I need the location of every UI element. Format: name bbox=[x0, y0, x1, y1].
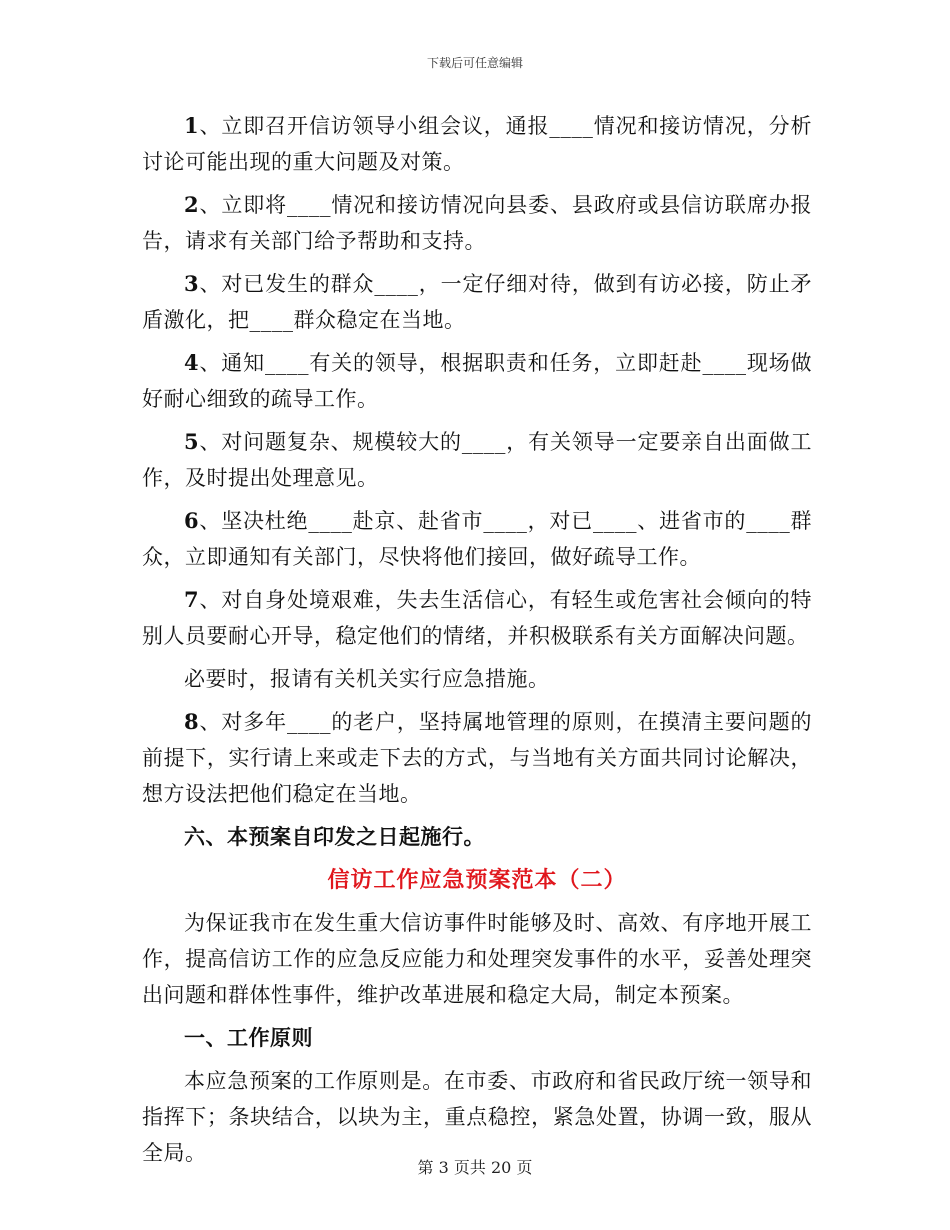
section-six: 六、本预案自印发之日起施行。 bbox=[184, 824, 485, 849]
section-heading-principles: 一、工作原则 bbox=[184, 1025, 313, 1050]
emergency-note: 必要时，报请有关机关实行应急措施。 bbox=[184, 667, 550, 691]
list-item-7 bbox=[142, 582, 812, 654]
list-item-6 bbox=[142, 503, 812, 575]
item-text: 、对已发生的群众____，一定仔细对待，做到有访必接，防止矛盾激化，把____群众稳定在当地。 bbox=[142, 272, 812, 332]
list-item-3 bbox=[142, 266, 812, 338]
item-text: 、立即将____情况和接访情况向县委、县政府或县信访联席办报告，请求有关部门给予帮助和支持。 bbox=[142, 193, 812, 253]
item-text: 、对自身处境艰难，失去生活信心，有轻生或危害社会倾向的特别人员要耐心开导，稳定他们的情绪，并积极联系有关方面解决问题。 bbox=[142, 588, 812, 648]
header-note: 下载后可任意编辑 bbox=[426, 56, 523, 70]
document-body bbox=[142, 108, 812, 1178]
list-item-8 bbox=[142, 704, 812, 812]
intro-paragraph: 为保证我市在发生重大信访事件时能够及时、高效、有序地开展工作，提高信访工作的应急反应能力和处理突发事件的水平，妥善处理突出问题和群体性事件，维护改革进展和稳定大局，制定本预案。 bbox=[142, 911, 812, 1007]
item-number: 4 bbox=[184, 350, 200, 375]
item-number: 6 bbox=[184, 508, 200, 533]
list-item-4 bbox=[142, 345, 812, 417]
item-number: 3 bbox=[184, 271, 200, 296]
principle-paragraph: 本应急预案的工作原则是。在市委、市政府和省民政厅统一领导和指挥下；条块结合，以块为主，重点稳控，紧急处置，协调一致，服从全局。 bbox=[142, 1069, 812, 1165]
item-text: 、立即召开信访领导小组会议，通报____情况和接访情况，分析讨论可能出现的重大问题及对策。 bbox=[142, 114, 812, 174]
item-number: 5 bbox=[184, 429, 200, 454]
list-item-5 bbox=[142, 424, 812, 496]
item-number: 7 bbox=[184, 587, 200, 612]
item-text: 、坚决杜绝____赴京、赴省市____，对已____、进省市的____群众，立即通知有关部门，尽快将他们接回，做好疏导工作。 bbox=[142, 509, 812, 569]
item-text: 、对多年____的老户，坚持属地管理的原则，在摸清主要问题的前提下，实行请上来或走下去的方式，与当地有关方面共同讨论解决，想方设法把他们稳定在当地。 bbox=[142, 710, 812, 806]
item-number: 2 bbox=[184, 192, 200, 217]
list-item-1 bbox=[142, 108, 812, 180]
item-number: 1 bbox=[184, 113, 200, 138]
page-number: 第 3 页共 20 页 bbox=[417, 1158, 533, 1177]
list-item-2 bbox=[142, 187, 812, 259]
item-number: 8 bbox=[184, 709, 200, 734]
document-title: 信访工作应急预案范本（二） bbox=[327, 867, 627, 893]
item-text: 、通知____有关的领导，根据职责和任务，立即赶赴____现场做好耐心细致的疏导工作。 bbox=[142, 351, 812, 411]
item-text: 、对问题复杂、规模较大的____，有关领导一定要亲自出面做工作，及时提出处理意见。 bbox=[142, 430, 812, 490]
